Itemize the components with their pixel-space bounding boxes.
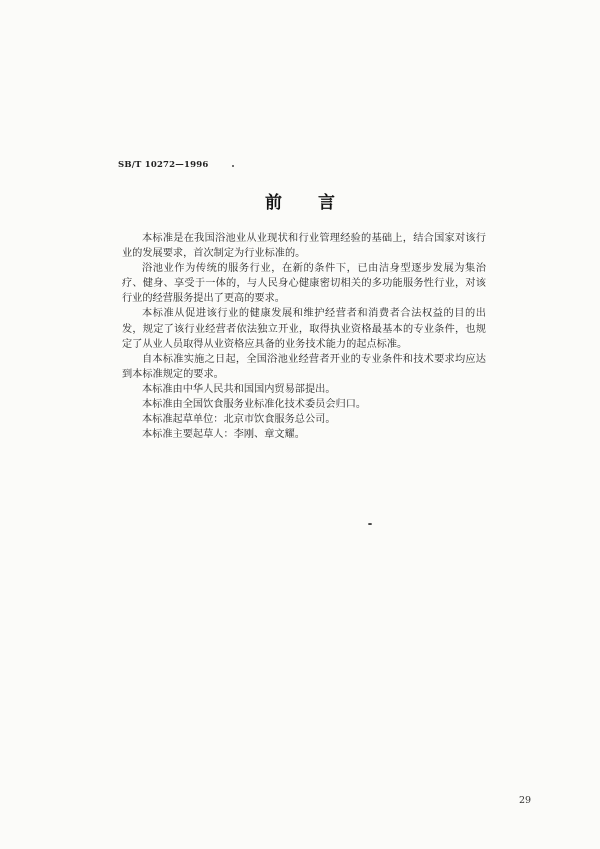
- paragraph: 本标准是在我国浴池业从业现状和行业管理经验的基础上，结合国家对该行业的发展要求，首次制定为行业标准的。: [122, 233, 486, 260]
- title-char-2: 言: [318, 193, 335, 213]
- paragraph: 本标准主要起草人：李刚、章文耀。: [142, 429, 305, 441]
- paragraph: 自本标准实施之日起，全国浴池业经营者开业的专业条件和技术要求均应达到本标准规定的要求。: [122, 353, 486, 380]
- page-title: [0, 188, 600, 213]
- paragraph: 本标准由中华人民共和国国内贸易部提出。: [142, 383, 336, 395]
- page-number: 29: [519, 795, 532, 806]
- title-char-1: 前: [265, 193, 282, 213]
- paragraph: 本标准起草单位：北京市饮食服务总公司。: [142, 414, 336, 426]
- standard-code: SB/T 10272—1996: [118, 160, 209, 170]
- paragraph: 浴池业作为传统的服务行业，在新的条件下，已由洁身型逐步发展为集治疗、健身、享受于一体的，与人民身心健康密切相关的多功能服务性行业，对该行业的经营服务提出了更高的要求。: [122, 263, 486, 305]
- scan-speck: [232, 165, 234, 167]
- paragraph: 本标准由全国饮食服务业标准化技术委员会归口。: [142, 399, 367, 411]
- paragraph: 本标准从促进该行业的健康发展和维护经营者和消费者合法权益的目的出发，规定了该行业经营者依法独立开业，取得执业资格最基本的专业条件，也规定了从业人员取得从业资格应具备的业务技术能力的起点标准。: [122, 308, 486, 350]
- foreword-body: [122, 231, 486, 442]
- scan-speck: [368, 523, 372, 525]
